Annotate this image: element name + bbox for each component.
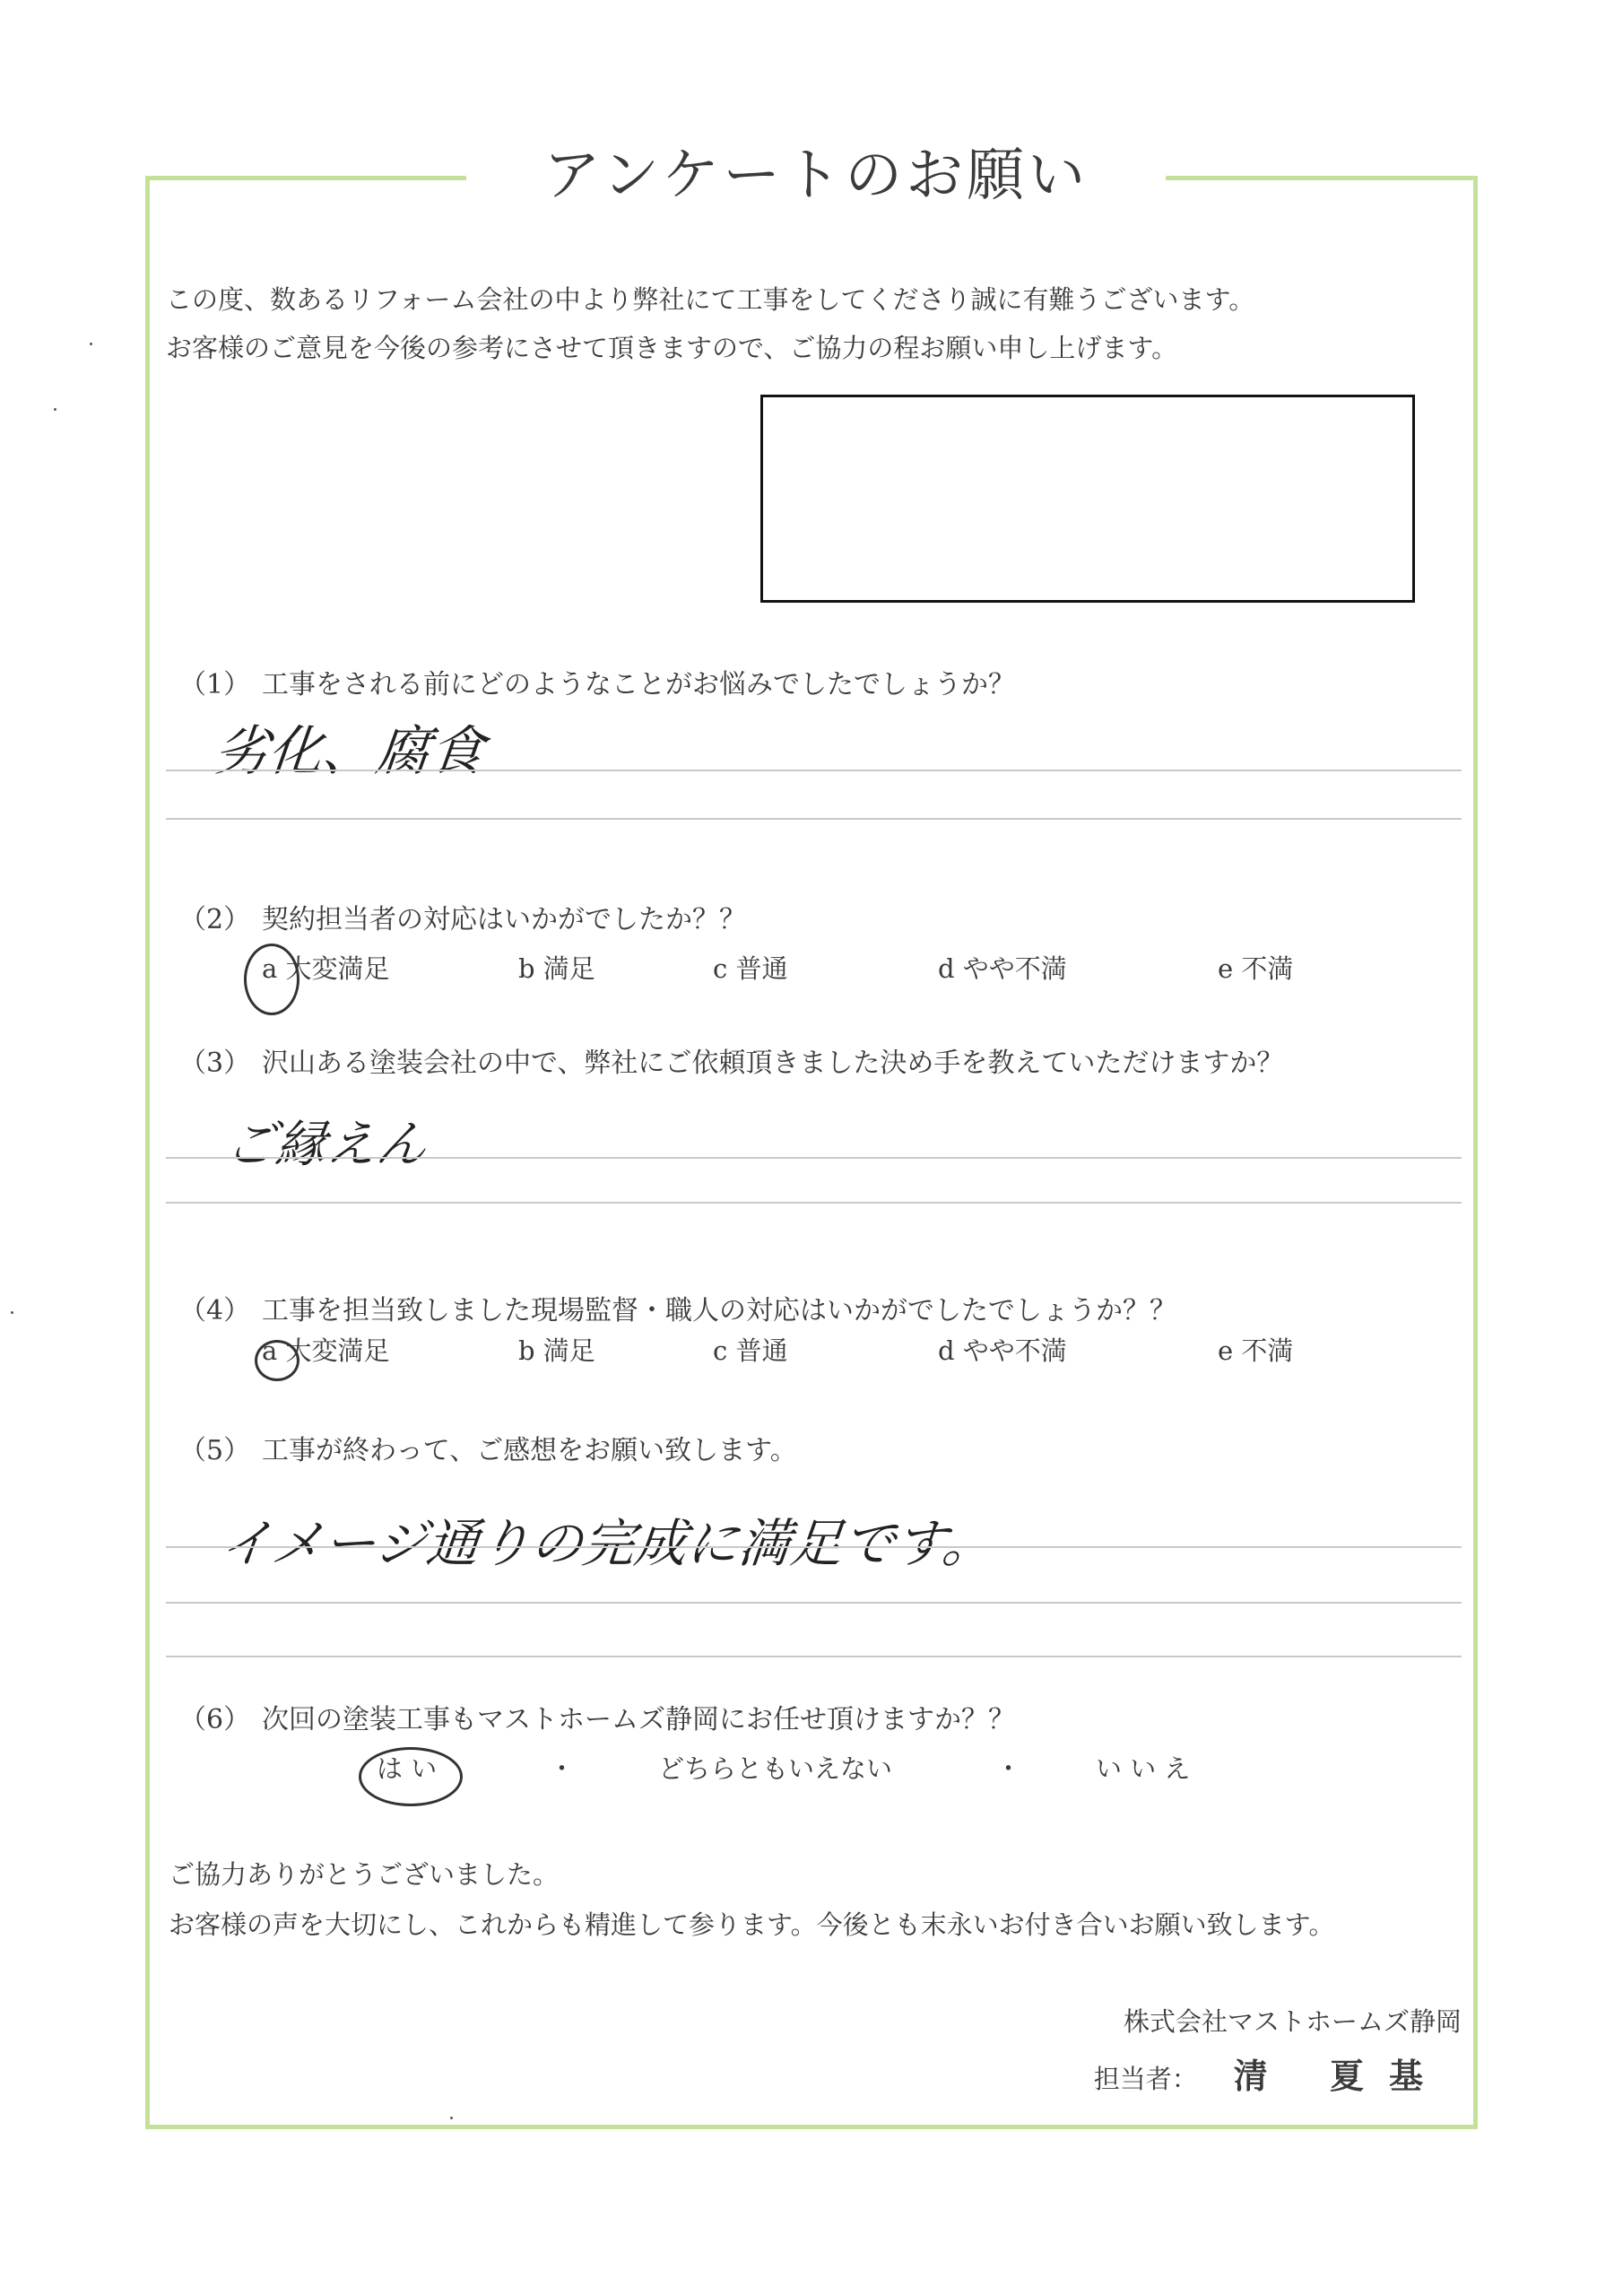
question-text: 沢山ある塗装会社の中で、弊社にご依頼頂きました決め手を教えていただけますか？ (262, 1048, 1284, 1079)
question-5 (179, 1428, 797, 1467)
option-b: b 満足 (518, 953, 595, 984)
answer-line (166, 770, 1462, 771)
scan-speck (90, 343, 92, 345)
staff-name: 清 夏基 (1233, 2057, 1448, 2096)
question-text: 工事を担当致しました現場監督・職人の対応はいかがでしたでしょうか？？ (262, 1295, 1176, 1326)
option-separator: ・ (549, 1753, 576, 1784)
page-title: アンケートのお願い (466, 135, 1166, 217)
option-d: d やや不満 (938, 953, 1067, 984)
answer-line (166, 1202, 1462, 1204)
selection-circle (359, 1747, 463, 1806)
question-1 (179, 662, 1015, 701)
scan-speck (450, 2117, 453, 2119)
question-number: （6） (179, 1704, 251, 1735)
answer-line (166, 818, 1462, 820)
answer-3-handwritten: ご縁えん (222, 1116, 430, 1174)
question-6 (179, 1697, 1015, 1736)
question-4 (179, 1288, 1176, 1327)
question-2 (179, 897, 746, 936)
closing-line-2: お客様の声を大切にし、これからも精進して参ります。今後とも末永いお付き合いお願い致します。 (169, 1909, 1335, 1940)
staff-signature (1094, 2048, 1448, 2098)
option-neither: どちらともいえない (658, 1753, 893, 1784)
option-e: e 不満 (1218, 1335, 1294, 1366)
answer-5-handwritten: イメージ通りの完成に満足です。 (216, 1513, 998, 1574)
option-c: c 普通 (713, 1335, 788, 1366)
option-b: b 満足 (518, 1335, 595, 1366)
closing-line-1: ご協力ありがとうございました。 (169, 1859, 560, 1890)
question-number: （5） (179, 1435, 251, 1466)
option-e: e 不満 (1218, 953, 1294, 984)
scan-speck (54, 408, 56, 411)
question-number: （2） (179, 904, 251, 935)
selection-circle (255, 1340, 299, 1381)
question-text: 工事が終わって、ご感想をお願い致します。 (262, 1435, 797, 1466)
scan-speck (11, 1311, 13, 1314)
question-text: 契約担当者の対応はいかがでしたか？？ (262, 904, 746, 935)
question-number: （4） (179, 1295, 251, 1326)
option-yes: は い (377, 1753, 438, 1784)
answer-line (166, 1656, 1462, 1657)
selection-circle (244, 944, 299, 1015)
answer-1-handwritten: 劣化、腐食 (211, 720, 488, 783)
answer-line (166, 1546, 1462, 1548)
question-text: 工事をされる前にどのようなことがお悩みでしたでしょうか？ (262, 669, 1015, 700)
staff-label: 担当者： (1093, 2064, 1198, 2094)
question-number: （3） (179, 1048, 251, 1079)
option-a: a 大変満足 (262, 953, 390, 984)
option-separator: ・ (995, 1753, 1022, 1784)
option-d: d やや不満 (938, 1335, 1067, 1366)
intro-line-2: お客様のご意見を今後の参考にさせて頂きますので、ご協力の程お願い申し上げます。 (166, 333, 1178, 363)
redacted-customer-box (760, 395, 1415, 603)
question-3 (179, 1040, 1283, 1080)
option-c: c 普通 (713, 953, 788, 984)
answer-line (166, 1157, 1462, 1159)
intro-line-1: この度、数あるリフォーム会社の中より弊社にて工事をしてくださり誠に有難うございます。 (166, 284, 1255, 315)
answer-line (166, 1602, 1462, 1604)
question-text: 次回の塗装工事もマストホームズ静岡にお任せ頂けますか？？ (262, 1704, 1015, 1735)
option-no: い い え (1096, 1753, 1191, 1784)
option-a: a 大変満足 (262, 1335, 390, 1366)
company-name: 株式会社マストホームズ静岡 (1123, 2006, 1462, 2037)
question-number: （1） (179, 669, 251, 700)
